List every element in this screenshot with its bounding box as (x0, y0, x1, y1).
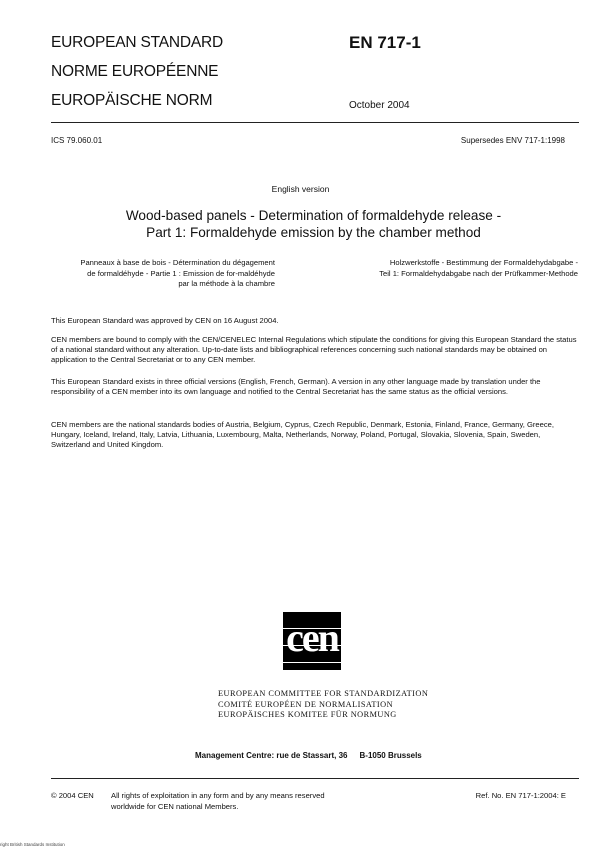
standard-name-de: EUROPÄISCHE NORM (51, 92, 213, 109)
cen-logo-text: cen (286, 615, 338, 660)
title-line-2: Part 1: Formaldehyde emission by the chamber method (146, 225, 481, 240)
title-line-1: Wood-based panels - Determination of formaldehyde release - (125, 208, 502, 223)
subtitle-de (328, 258, 578, 279)
committee-en: EUROPEAN COMMITTEE FOR STANDARDIZATION (218, 689, 429, 698)
header-divider (51, 122, 579, 123)
management-centre (195, 751, 422, 760)
standard-number: EN 717-1 (349, 33, 421, 52)
subtitle-fr-line-2: de formaldéhyde - Partie 1 : Emission de for-maldéhyde (87, 268, 275, 278)
ics-code: ICS 79.060.01 (51, 136, 103, 145)
footer-divider (51, 778, 579, 779)
versions-paragraph: This European Standard exists in three official versions (English, French, German). A version in any other language made by translation under the responsibility of a CEN member into its own language and notified to the Central Secretariat has the same status as the official versions. (51, 377, 541, 397)
subtitle-fr-line-1: Panneaux à base de bois - Détermination du dégagement (80, 258, 275, 267)
watermark-text: right British Standards Institution (0, 842, 65, 847)
document-title (0, 207, 601, 241)
version-label: English version (271, 184, 330, 194)
committee-fr: COMITÉ EUROPÉEN DE NORMALISATION (218, 699, 394, 709)
copyright: © 2004 CEN (51, 791, 94, 800)
supersedes: Supersedes ENV 717-1:1998 (460, 136, 565, 145)
members-bound-paragraph: CEN members are bound to comply with the CEN/CENELEC Internal Regulations which stipulate the conditions for giving this European Standard the status of a national standard without any alteration. Up-to-date lists and bibliographical references concerning such national standards may be obtained on application to the Central Secretariat or to any CEN member. (51, 335, 577, 365)
standard-name-fr: NORME EUROPÉENNE (51, 63, 219, 80)
cen-logo (283, 612, 341, 670)
subtitle-fr (51, 258, 275, 290)
management-address: Management Centre: rue de Stassart, 36 (195, 751, 348, 760)
committee-names (218, 689, 428, 721)
publication-date: October 2004 (349, 100, 410, 111)
subtitle-de-line-2: Teil 1: Formaldehydabgabe nach der Prüfkammer-Methode (379, 268, 578, 278)
management-city: B-1050 Brussels (359, 751, 422, 760)
standard-name-en: EUROPEAN STANDARD (51, 34, 224, 51)
subtitle-de-line-1: Holzwerkstoffe - Bestimmung der Formaldehydabgabe - (389, 258, 578, 267)
rights-statement (111, 791, 325, 812)
rights-line-1: All rights of exploitation in any form and by any means reserved (111, 791, 325, 800)
approval-paragraph: This European Standard was approved by CEN on 16 August 2004. (51, 316, 279, 325)
reference-number: Ref. No. EN 717-1:2004: E (475, 791, 566, 800)
members-list-paragraph: CEN members are the national standards bodies of Austria, Belgium, Cyprus, Czech Republic, Denmark, Estonia, Finland, France, Germany, Greece, Hungary, Iceland, Ireland, Italy, Latvia, Lithuania, Luxembourg, Malta, Netherlands, Norway, Poland, Portugal, Slovakia, Slovenia, Spain, Sweden, Switzerland and United Kingdom. (51, 420, 554, 450)
rights-line-2: worldwide for CEN national Members. (111, 801, 239, 811)
committee-de: EUROPÄISCHES KOMITEE FÜR NORMUNG (218, 710, 397, 719)
subtitle-fr-line-3: par la méthode à la chambre (178, 279, 275, 288)
